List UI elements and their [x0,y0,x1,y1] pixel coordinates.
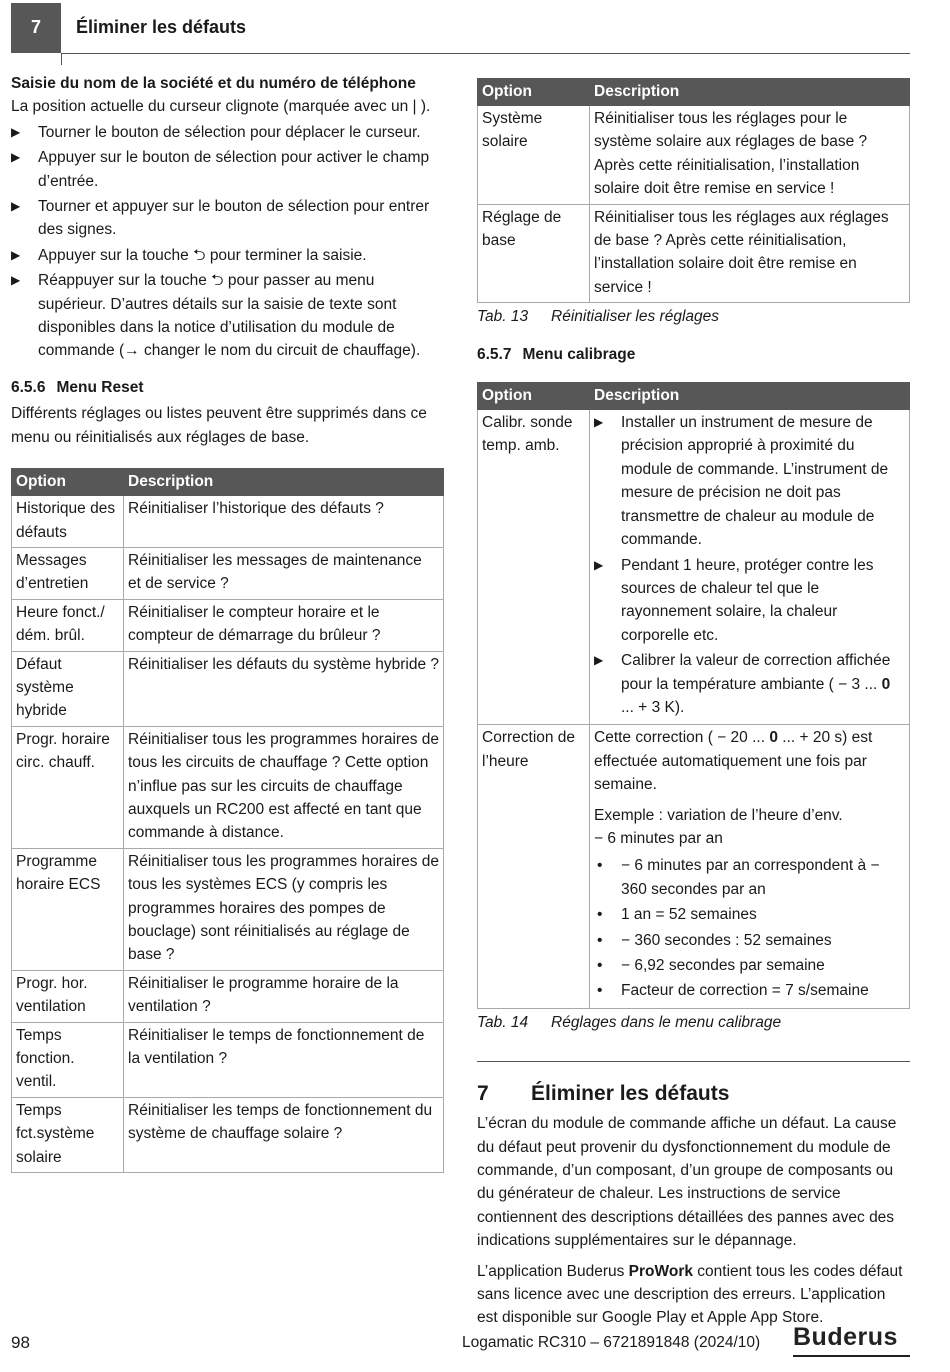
bullet-dot-icon: • [597,906,603,924]
paragraph: Cette correction ( − 20 ... 0 ... + 20 s) est effectuée automatiquement une fois par semaine. [594,729,873,794]
list-item: • − 6,92 secondes par semaine [594,954,905,977]
table-row: Calibr. sonde temp. amb. ▶ Installer un instrument de mesure de précision approprié à proximité du module de commande. L’instrument de mesure de précision ne doit pas transmettre de chaleur au module de commande. ▶ Pendant 1 heure, protéger contre les sources de chaleur tel que le rayonnement solaire, la chaleur corporelle etc. ▶ Calibrer la valeur de correction affichée pour la température ambiante ( − 3 ... 0 ... + 3 K). [478,410,910,725]
caption-number: Tab. 13 [477,308,529,326]
steps-list [11,121,444,363]
triangle-bullet-icon: ▶ [11,247,21,262]
left-column [11,72,444,1173]
table-header-row [478,79,910,106]
section-title: Menu Reset [56,378,144,396]
column-header-option: Option [12,469,124,496]
table-row: Temps fonction. ventil. Réinitialiser le temps de fonctionnement de la ventilation ? [12,1022,444,1097]
chapter-rule [477,1061,910,1062]
table-row: Progr. hor. ventilation Réinitialiser le programme horaire de la ventilation ? [12,970,444,1022]
bullet-dot-icon: • [597,982,603,1000]
section-text: Différents réglages ou listes peuvent être supprimés dans ce menu ou réinitialisés aux réglages de base. [11,405,427,446]
triangle-bullet-icon: ▶ [594,415,604,430]
table-header-row [12,469,444,496]
section-heading-reset [11,376,444,399]
table-header-row [478,383,910,410]
column-header-option: Option [478,79,590,106]
chapter-heading-title: Éliminer les défauts [531,1082,730,1106]
table-row: Correction de l’heure Cette correction ( − 20 ... 0 ... + 20 s) est effectuée automatiquement une fois par semaine. Exemple : variation de l’heure d’env. − 6 minutes par an • − 6 minutes par an correspondent à − 360 secondes par an • 1 an = 52 semaines • − 360 secondes : 52 semaines • − 6,92 secondes par semaine • Facteur de correction = 7 s/semaine [478,725,910,1008]
table-row: Réglage de base Réinitialiser tous les réglages aux réglages de base ? Après cette réinitialisation, l’installation solaire doit être remise en service ! [478,204,910,303]
table-caption [477,1011,910,1034]
chapter-number: 7 [30,17,41,38]
chapter-paragraph: L’application Buderus ProWork contient tous les codes défaut sans licence avec une description des erreurs. L’application est disponible sur Google Play et Apple App Store. [477,1262,903,1327]
chapter-paragraph: L’écran du module de commande affiche un défaut. La cause du défaut peut provenir du dysfonctionnement du module de commande, d’un composant, d’un groupe de composants ou du générateur de chaleur. Les instructions de service contiennent des descriptions détaillées des pannes avec des indications supplémentaires sur le dépannage. [477,1115,897,1250]
page-number: 98 [11,1333,30,1352]
column-header-description: Description [590,79,910,106]
step-item: ▶ Appuyer sur le bouton de sélection pour activer le champ d’entrée. [11,146,444,193]
list-item: ▶ Installer un instrument de mesure de précision approprié à proximité du module de commande. L’instrument de mesure de précision ne doit pas transmettre de chaleur au module de commande. [594,411,905,551]
table-row: Historique des défauts Réinitialiser l’historique des défauts ? [12,496,444,548]
paragraph: Exemple : variation de l’heure d’env. − 6 minutes par an [594,806,843,847]
caption-number: Tab. 14 [477,1013,529,1031]
list-item: ▶ Calibrer la valeur de correction affichée pour la température ambiante ( − 3 ... 0 ... + 3 K). [594,649,905,719]
bullet-dot-icon: • [597,857,603,875]
list-item: ▶ Pendant 1 heure, protéger contre les sources de chaleur tel que le rayonnement solaire, la chaleur corporelle etc. [594,554,905,648]
table-row: Temps fct.système solaire Réinitialiser les temps de fonctionnement du système de chauffage solaire ? [12,1097,444,1172]
step-item: ▶ Tourner et appuyer sur le bouton de sélection pour entrer des signes. [11,195,444,242]
table-row: Heure fonct./ dém. brûl. Réinitialiser le compteur horaire et le compteur de démarrage du brûleur ? [12,599,444,651]
chapter-heading [477,1080,910,1108]
header-tick [61,53,62,65]
example-list [594,854,905,1002]
header-rule [61,53,910,54]
brand-logo: Buderus [793,1323,898,1351]
table-row: Système solaire Réinitialiser tous les réglages pour le système solaire aux réglages de base ? Après cette réinitialisation, l’installation solaire doit être remise en service ! [478,106,910,205]
triangle-bullet-icon: ▶ [11,150,21,165]
table-row: Progr. horaire circ. chauff. Réinitialiser tous les programmes horaires de tous les circuits de chauffage ? Cette option n’influe pas sur les circuits de chauffage auxquels un RC200 est affecté en tant que commande à distance. [12,726,444,848]
intro-text: La position actuelle du curseur clignote (marquée avec un | ). [11,98,431,116]
calibration-steps [594,411,905,719]
right-column [477,78,910,1330]
section-title: Menu calibrage [522,345,636,363]
brand-logo-underline [793,1355,910,1357]
calibration-table [477,382,910,1009]
section-heading-calibration [477,343,910,366]
chapter-heading-number: 7 [477,1082,489,1106]
section-number: 6.5.6 [11,378,46,396]
list-item: • − 6 minutes par an correspondent à − 360 secondes par an [594,854,905,901]
chapter-number-box [11,3,61,53]
caption-text: Réinitialiser les réglages [551,308,719,326]
table-row: Défaut système hybride Réinitialiser les défauts du système hybride ? [12,651,444,726]
triangle-bullet-icon: ▶ [11,124,21,139]
list-item: • Facteur de correction = 7 s/semaine [594,979,905,1002]
caption-text: Réglages dans le menu calibrage [551,1013,782,1031]
document-reference: Logamatic RC310 – 6721891848 (2024/10) [462,1334,761,1351]
triangle-bullet-icon: ▶ [11,273,21,288]
column-header-description: Description [590,383,910,410]
page-header-title: Éliminer les défauts [76,17,247,37]
intro-heading: Saisie du nom de la société et du numéro de téléphone [11,75,416,92]
column-header-description: Description [124,469,444,496]
section-number: 6.5.7 [477,345,512,363]
column-header-option: Option [478,383,590,410]
step-item: ▶ Appuyer sur la touche ⮌ pour terminer la saisie. [11,244,444,267]
reset-settings-table [477,78,910,303]
table-row: Messages d’entretien Réinitialiser les messages de maintenance et de service ? [12,547,444,599]
bullet-dot-icon: • [597,931,603,949]
bullet-dot-icon: • [597,957,603,974]
table-caption [477,305,910,328]
triangle-bullet-icon: ▶ [594,557,604,572]
step-item: ▶ Réappuyer sur la touche ⮌ pour passer au menu supérieur. D’autres détails sur la saisie de texte sont disponibles dans la notice d’utilisation du module de commande (→ changer le nom du circuit de chauffage). [11,269,444,363]
reset-table [11,468,444,1173]
list-item: • 1 an = 52 semaines [594,903,905,926]
list-item: • − 360 secondes : 52 semaines [594,929,905,952]
table-row: Programme horaire ECS Réinitialiser tous les programmes horaires de tous les systèmes ECS (y compris les programmes horaires des pompes de bouclage) sont réinitialisés au réglage de base ? [12,848,444,970]
triangle-bullet-icon: ▶ [594,653,604,668]
triangle-bullet-icon: ▶ [11,199,21,214]
step-item: ▶ Tourner le bouton de sélection pour déplacer le curseur. [11,121,444,144]
